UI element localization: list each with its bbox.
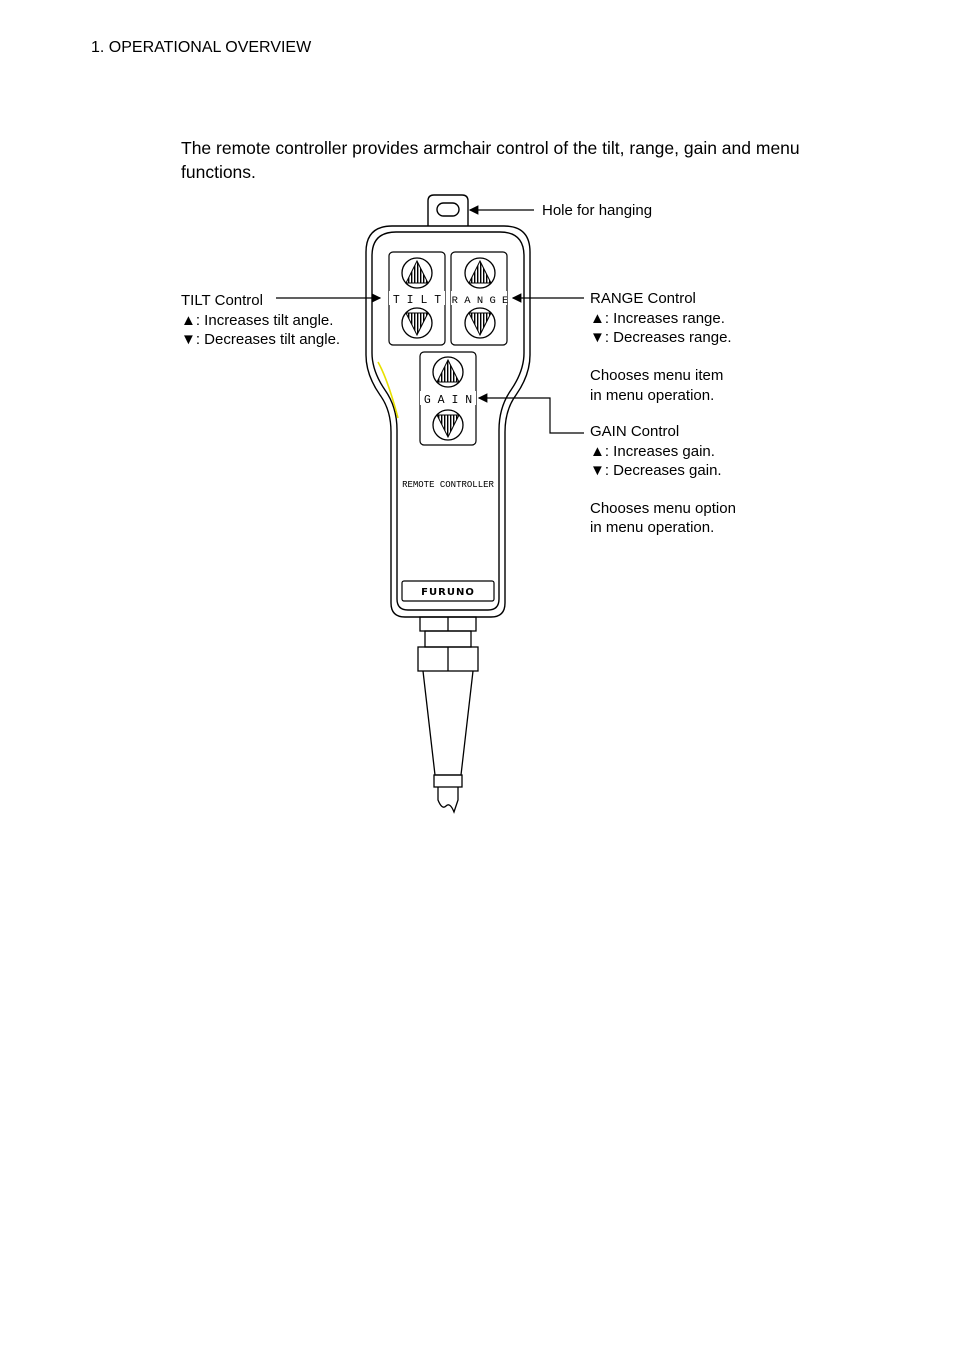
hole-callout: Hole for hanging xyxy=(542,202,653,219)
range-callout-title: RANGE Control xyxy=(590,290,696,307)
gain-callout-title: GAIN Control xyxy=(590,423,680,440)
tilt-callout-down: ▼: Decreases tilt angle. xyxy=(181,331,341,348)
gain-callout-down: ▼: Decreases gain. xyxy=(590,462,722,479)
hanging-tab xyxy=(428,195,468,226)
range-up-button[interactable] xyxy=(465,258,495,288)
cable-connector xyxy=(418,617,478,812)
gain-key-label: G A I N xyxy=(423,394,473,407)
gain-callout-menu-1: Chooses menu option xyxy=(590,500,736,517)
brand-logo: FURUNO xyxy=(421,587,475,598)
gain-down-button[interactable] xyxy=(433,410,463,440)
tilt-up-button[interactable] xyxy=(402,258,432,288)
gain-callout-up: ▲: Increases gain. xyxy=(590,443,715,460)
range-callout-down: ▼: Decreases range. xyxy=(590,329,732,346)
range-callout-up: ▲: Increases range. xyxy=(590,310,725,327)
tilt-callout-title: TILT Control xyxy=(181,292,263,309)
range-callout-menu-1: Chooses menu item xyxy=(590,367,724,384)
range-down-button[interactable] xyxy=(465,308,495,338)
intro-paragraph: The remote controller provides armchair control of the tilt, range, gain and menu functions. xyxy=(181,138,800,182)
tilt-callout-up: ▲: Increases tilt angle. xyxy=(181,312,334,329)
gain-callout-menu-2: in menu operation. xyxy=(590,519,715,536)
body-label: REMOTE CONTROLLER xyxy=(402,480,494,490)
page-header: 1. OPERATIONAL OVERVIEW xyxy=(91,39,312,56)
range-callout-menu-2: in menu operation. xyxy=(590,387,715,404)
range-key-label: R A N G E xyxy=(451,295,509,307)
tilt-down-button[interactable] xyxy=(402,308,432,338)
gain-up-button[interactable] xyxy=(433,357,463,387)
tilt-key-label: T I L T xyxy=(392,294,442,307)
